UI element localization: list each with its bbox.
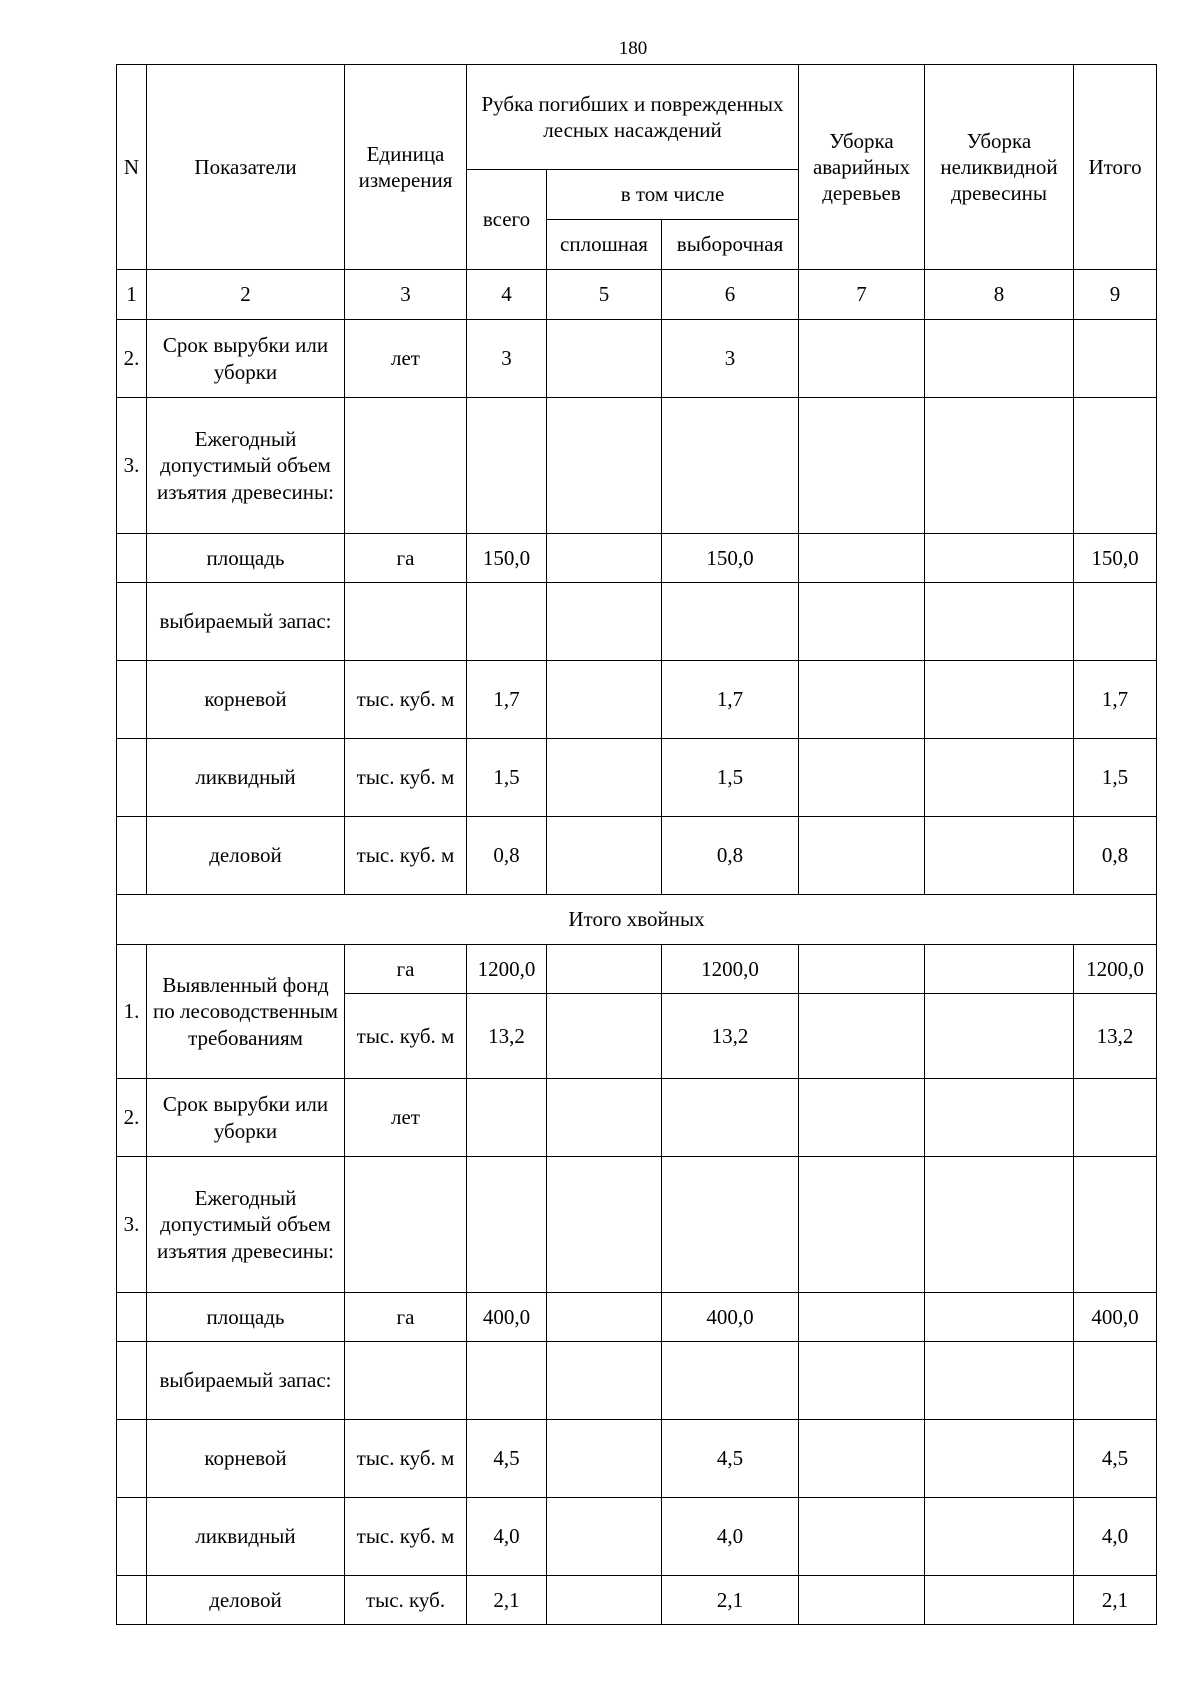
unit: тыс. куб. м	[345, 994, 467, 1079]
table-row	[117, 1342, 1157, 1420]
column-number: 9	[1074, 270, 1157, 320]
value-emergency	[799, 1576, 925, 1625]
value-total	[467, 1342, 547, 1420]
row-number	[117, 817, 147, 895]
value-illiquid	[925, 817, 1074, 895]
column-number: 1	[117, 270, 147, 320]
unit: га	[345, 534, 467, 583]
value-sum: 13,2	[1074, 994, 1157, 1079]
value-emergency	[799, 1293, 925, 1342]
row-number	[117, 1342, 147, 1420]
value-illiquid	[925, 583, 1074, 661]
unit	[345, 1157, 467, 1293]
value-total: 0,8	[467, 817, 547, 895]
unit: тыс. куб.	[345, 1576, 467, 1625]
value-sum	[1074, 583, 1157, 661]
value-clear	[547, 1576, 662, 1625]
header-total-all: всего	[467, 170, 547, 270]
table-row	[117, 534, 1157, 583]
row-number	[117, 583, 147, 661]
unit	[345, 583, 467, 661]
column-number-row	[117, 270, 1157, 320]
forest-felling-table	[116, 64, 1157, 1625]
indicator-name: Срок вырубки или уборки	[147, 320, 345, 398]
value-sum: 2,1	[1074, 1576, 1157, 1625]
column-number: 8	[925, 270, 1074, 320]
value-total	[467, 1157, 547, 1293]
value-sum: 150,0	[1074, 534, 1157, 583]
row-number	[117, 534, 147, 583]
table-row	[117, 945, 1157, 994]
value-illiquid	[925, 1420, 1074, 1498]
value-total	[467, 398, 547, 534]
value-sum	[1074, 1079, 1157, 1157]
value-emergency	[799, 1498, 925, 1576]
value-clear	[547, 1293, 662, 1342]
value-illiquid	[925, 1157, 1074, 1293]
value-illiquid	[925, 994, 1074, 1079]
column-number: 2	[147, 270, 345, 320]
value-emergency	[799, 1079, 925, 1157]
value-sum	[1074, 1342, 1157, 1420]
unit	[345, 1342, 467, 1420]
table-row	[117, 817, 1157, 895]
value-clear	[547, 661, 662, 739]
value-clear	[547, 1079, 662, 1157]
indicator-name: ликвидный	[147, 1498, 345, 1576]
value-emergency	[799, 583, 925, 661]
section-title: Итого хвойных	[117, 895, 1157, 945]
unit: тыс. куб. м	[345, 1498, 467, 1576]
unit: тыс. куб. м	[345, 817, 467, 895]
value-clear	[547, 994, 662, 1079]
header-total: Итого	[1074, 65, 1157, 270]
header-n: N	[117, 65, 147, 270]
value-total	[467, 1079, 547, 1157]
value-clear	[547, 583, 662, 661]
value-emergency	[799, 661, 925, 739]
indicator-name: Ежегодный допустимый объем изъятия древесины:	[147, 1157, 345, 1293]
value-selective: 3	[662, 320, 799, 398]
row-number: 3.	[117, 398, 147, 534]
value-sum: 4,0	[1074, 1498, 1157, 1576]
value-clear	[547, 817, 662, 895]
header-clear: сплошная	[547, 220, 662, 270]
value-total: 3	[467, 320, 547, 398]
table-row	[117, 320, 1157, 398]
row-number: 2.	[117, 1079, 147, 1157]
value-emergency	[799, 1342, 925, 1420]
value-emergency	[799, 534, 925, 583]
value-total: 4,0	[467, 1498, 547, 1576]
indicator-name: Срок вырубки или уборки	[147, 1079, 345, 1157]
value-total: 1,7	[467, 661, 547, 739]
header-selective: выборочная	[662, 220, 799, 270]
unit: лет	[345, 320, 467, 398]
value-illiquid	[925, 1293, 1074, 1342]
value-sum	[1074, 398, 1157, 534]
value-selective	[662, 1079, 799, 1157]
value-clear	[547, 1342, 662, 1420]
value-clear	[547, 320, 662, 398]
indicator-name: деловой	[147, 1576, 345, 1625]
value-selective	[662, 398, 799, 534]
value-clear	[547, 739, 662, 817]
unit	[345, 398, 467, 534]
section-row	[117, 895, 1157, 945]
value-total: 2,1	[467, 1576, 547, 1625]
indicator-name: деловой	[147, 817, 345, 895]
indicator-name: выбираемый запас:	[147, 583, 345, 661]
value-illiquid	[925, 1498, 1074, 1576]
value-selective: 4,0	[662, 1498, 799, 1576]
header-emergency: Уборка аварийных деревьев	[799, 65, 925, 270]
indicator-name: ликвидный	[147, 739, 345, 817]
value-emergency	[799, 817, 925, 895]
value-emergency	[799, 320, 925, 398]
header-unit: Единица измерения	[345, 65, 467, 270]
value-sum	[1074, 320, 1157, 398]
row-number	[117, 1576, 147, 1625]
value-selective: 1,7	[662, 661, 799, 739]
value-clear	[547, 945, 662, 994]
indicator-name: корневой	[147, 661, 345, 739]
value-sum: 1,5	[1074, 739, 1157, 817]
value-selective: 0,8	[662, 817, 799, 895]
value-illiquid	[925, 534, 1074, 583]
unit: тыс. куб. м	[345, 739, 467, 817]
table-row	[117, 1576, 1157, 1625]
row-number: 3.	[117, 1157, 147, 1293]
value-sum: 1,7	[1074, 661, 1157, 739]
page-number: 180	[618, 38, 648, 59]
value-selective: 2,1	[662, 1576, 799, 1625]
value-selective	[662, 1342, 799, 1420]
row-number: 1.	[117, 945, 147, 1079]
table-row	[117, 583, 1157, 661]
value-sum: 400,0	[1074, 1293, 1157, 1342]
value-emergency	[799, 994, 925, 1079]
indicator-name: Выявленный фонд по лесоводственным требованиям	[147, 945, 345, 1079]
header-including: в том числе	[547, 170, 799, 220]
column-number: 5	[547, 270, 662, 320]
value-illiquid	[925, 739, 1074, 817]
value-selective: 1,5	[662, 739, 799, 817]
value-emergency	[799, 398, 925, 534]
column-number: 3	[345, 270, 467, 320]
table-row	[117, 1420, 1157, 1498]
header-indicators: Показатели	[147, 65, 345, 270]
value-illiquid	[925, 1079, 1074, 1157]
value-illiquid	[925, 1576, 1074, 1625]
indicator-name: выбираемый запас:	[147, 1342, 345, 1420]
value-emergency	[799, 739, 925, 817]
value-clear	[547, 534, 662, 583]
unit: лет	[345, 1079, 467, 1157]
table-row	[117, 1293, 1157, 1342]
table-row	[117, 1157, 1157, 1293]
value-sum: 4,5	[1074, 1420, 1157, 1498]
value-illiquid	[925, 661, 1074, 739]
row-number	[117, 1420, 147, 1498]
value-selective: 4,5	[662, 1420, 799, 1498]
value-selective: 150,0	[662, 534, 799, 583]
header-illiquid: Уборка неликвидной древесины	[925, 65, 1074, 270]
value-clear	[547, 1420, 662, 1498]
unit: га	[345, 945, 467, 994]
value-emergency	[799, 945, 925, 994]
row-number	[117, 1498, 147, 1576]
value-sum: 0,8	[1074, 817, 1157, 895]
table-row	[117, 398, 1157, 534]
column-number: 6	[662, 270, 799, 320]
value-sum: 1200,0	[1074, 945, 1157, 994]
header-felling-group: Рубка погибших и поврежденных лесных насаждений	[467, 65, 799, 170]
value-clear	[547, 1498, 662, 1576]
column-number: 4	[467, 270, 547, 320]
row-number	[117, 739, 147, 817]
unit: га	[345, 1293, 467, 1342]
value-selective: 400,0	[662, 1293, 799, 1342]
table-row	[117, 661, 1157, 739]
row-number: 2.	[117, 320, 147, 398]
column-number: 7	[799, 270, 925, 320]
value-total: 13,2	[467, 994, 547, 1079]
value-sum	[1074, 1157, 1157, 1293]
value-emergency	[799, 1420, 925, 1498]
value-total: 1200,0	[467, 945, 547, 994]
value-selective: 13,2	[662, 994, 799, 1079]
table-row	[117, 1079, 1157, 1157]
value-total: 1,5	[467, 739, 547, 817]
value-emergency	[799, 1157, 925, 1293]
table-row	[117, 739, 1157, 817]
value-selective	[662, 583, 799, 661]
value-total: 4,5	[467, 1420, 547, 1498]
value-clear	[547, 398, 662, 534]
unit: тыс. куб. м	[345, 1420, 467, 1498]
indicator-name: площадь	[147, 534, 345, 583]
value-total: 400,0	[467, 1293, 547, 1342]
value-illiquid	[925, 320, 1074, 398]
value-illiquid	[925, 398, 1074, 534]
value-total	[467, 583, 547, 661]
indicator-name: корневой	[147, 1420, 345, 1498]
value-illiquid	[925, 1342, 1074, 1420]
value-clear	[547, 1157, 662, 1293]
value-illiquid	[925, 945, 1074, 994]
indicator-name: Ежегодный допустимый объем изъятия древесины:	[147, 398, 345, 534]
table-row	[117, 1498, 1157, 1576]
unit: тыс. куб. м	[345, 661, 467, 739]
value-selective	[662, 1157, 799, 1293]
row-number	[117, 1293, 147, 1342]
value-selective: 1200,0	[662, 945, 799, 994]
value-total: 150,0	[467, 534, 547, 583]
row-number	[117, 661, 147, 739]
indicator-name: площадь	[147, 1293, 345, 1342]
